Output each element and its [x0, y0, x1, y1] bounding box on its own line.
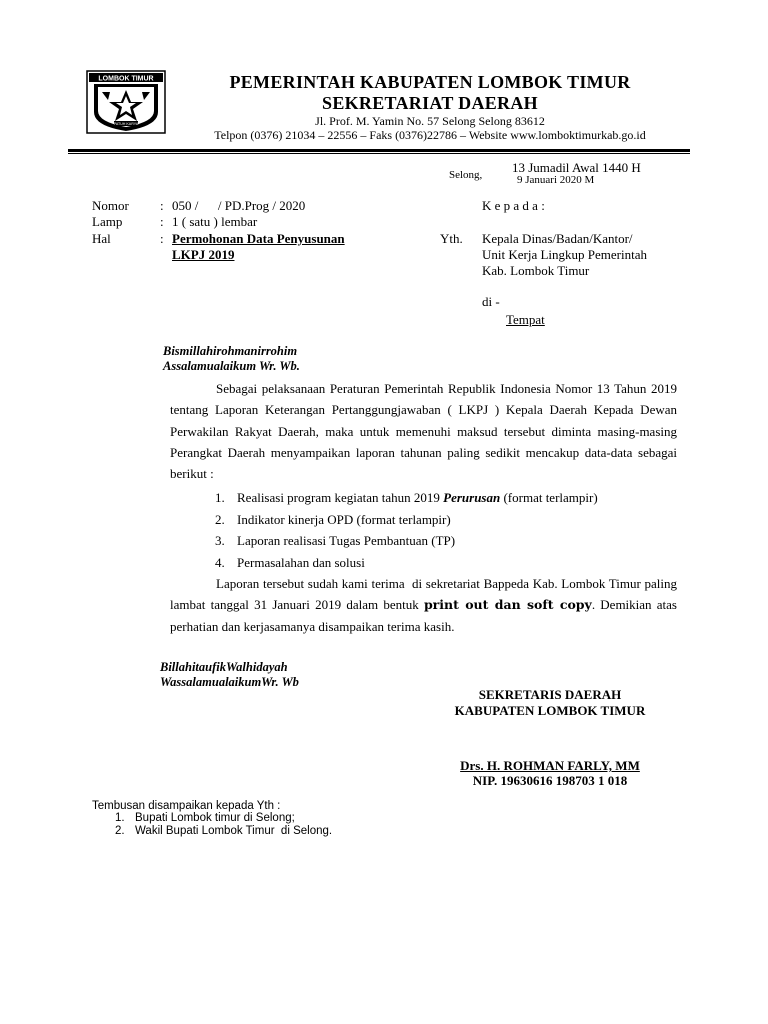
- list-item: [215, 555, 365, 571]
- cc-item: [115, 812, 295, 824]
- signature-nip: NIP. 19630616 198703 1 018: [472, 773, 628, 788]
- list-item-text: Laporan realisasi Tugas Pembantuan (TP): [237, 533, 456, 548]
- list-item-number: 3.: [215, 533, 225, 548]
- recipient-tempat: Tempat: [506, 312, 545, 327]
- cc-heading: Tembusan disampaikan kepada Yth :: [92, 800, 281, 812]
- lombok-timur-logo: [86, 70, 166, 134]
- letterhead-government: PEMERINTAH KABUPATEN LOMBOK TIMUR: [229, 72, 631, 92]
- body-paragraph-2-text-a: Laporan tersebut sudah kami terima di sekretariat Bappeda Kab. Lombok Timur paling lambat tanggal 31 Januari 2019 dalam bentuk: [170, 576, 681, 613]
- date-hijri: 13 Jumadil Awal 1440 H: [512, 160, 641, 175]
- letterhead-contact: Telpon (0376) 21034 – 22556 – Faks (0376)22786 – Website www.lomboktimurkab.go.id: [214, 128, 646, 142]
- opening-salam: Assalamualaikum Wr. Wb.: [163, 359, 300, 373]
- letterhead-rule-thick: [68, 149, 690, 152]
- date-gregorian: 9 Januari 2020 M: [517, 174, 595, 186]
- hal-value-line1: Permohonan Data Penyusunan: [172, 231, 345, 246]
- list-item-tail: (format terlampir): [500, 490, 598, 505]
- body-paragraph-1-text: Sebagai pelaksanaan Peraturan Pemerintah Republik Indonesia Nomor 13 Tahun 2019 tentang Laporan Keterangan Pertanggungjawaban ( LKPJ ) Kepala Daerah Kepada Dewan Perwakilan Rakyat Daerah, maka untuk memenuhi maksud tersebut diminta masing-masing Perangkat Daerah menyampaikan laporan tahunan paling sedikit mencakup data-data sebagai berikut :: [170, 381, 677, 482]
- logo-motto: PATUH KARYA: [113, 122, 139, 127]
- signature-name: Drs. H. ROHMAN FARLY, MM: [460, 758, 640, 773]
- body-paragraph-1: [170, 378, 677, 484]
- signature-title-2: KABUPATEN LOMBOK TIMUR: [454, 703, 646, 718]
- logo-text: LOMBOK TIMUR: [98, 75, 154, 83]
- list-item: [215, 512, 451, 528]
- recipient-line1: Kepala Dinas/Badan/Kantor/: [482, 231, 633, 246]
- hal-colon: :: [160, 231, 164, 246]
- letterhead-secretariat: SEKRETARIAT DAERAH: [322, 93, 538, 113]
- cc-item: [115, 825, 332, 837]
- signature-title-1: SEKRETARIS DAERAH: [478, 687, 622, 702]
- lamp-label: Lamp: [92, 214, 123, 229]
- list-item-number: 2.: [215, 512, 225, 527]
- list-item: [215, 533, 455, 549]
- body-paragraph-2-text-c: . Demikian atas perhatian dan kerjasamanya disampaikan terima kasih.: [170, 597, 677, 634]
- date-place: Selong,: [449, 169, 483, 181]
- kepada-label: K e p a d a :: [482, 198, 545, 213]
- cc-item-number: 2.: [115, 825, 125, 837]
- nomor-value: 050 / / PD.Prog / 2020: [172, 198, 306, 213]
- body-paragraph-2-emphasis: print out dan soft copy: [423, 597, 592, 613]
- list-item-number: 1.: [215, 490, 225, 505]
- cc-item-number: 1.: [115, 812, 125, 824]
- yth-label: Yth.: [440, 231, 463, 246]
- list-item: [215, 490, 598, 506]
- lamp-value: 1 ( satu ) lembar: [172, 214, 258, 229]
- cc-item-text: Wakil Bupati Lombok Timur di Selong.: [135, 825, 333, 837]
- list-item-text: Realisasi program kegiatan tahun 2019: [237, 490, 444, 505]
- list-item-number: 4.: [215, 555, 225, 570]
- list-item-text: Indikator kinerja OPD (format terlampir): [237, 512, 451, 527]
- nomor-label: Nomor: [92, 198, 129, 213]
- cc-item-text: Bupati Lombok timur di Selong;: [135, 812, 295, 824]
- recipient-line3: Kab. Lombok Timur: [482, 263, 590, 278]
- nomor-colon: :: [160, 198, 164, 213]
- letterhead-rule-thin: [68, 153, 690, 154]
- list-item-text: Permasalahan dan solusi: [237, 555, 365, 570]
- letterhead-address: Jl. Prof. M. Yamin No. 57 Selong Selong 83612: [315, 114, 545, 128]
- list-item-emphasis: Perurusan: [443, 490, 501, 505]
- hal-value-line2: LKPJ 2019: [172, 247, 235, 262]
- opening-bismillah: Bismillahirohmanirrohim: [163, 344, 298, 358]
- coat-of-arms-icon: [86, 70, 166, 134]
- lamp-colon: :: [160, 214, 164, 229]
- body-paragraph-2: [170, 573, 681, 637]
- closing-salam: WassalamualaikumWr. Wb: [160, 675, 299, 689]
- hal-label: Hal: [92, 231, 111, 246]
- closing-billahi: BillahitaufikWalhidayah: [160, 660, 288, 674]
- recipient-line2: Unit Kerja Lingkup Pemerintah: [482, 247, 647, 262]
- recipient-di: di -: [482, 294, 500, 309]
